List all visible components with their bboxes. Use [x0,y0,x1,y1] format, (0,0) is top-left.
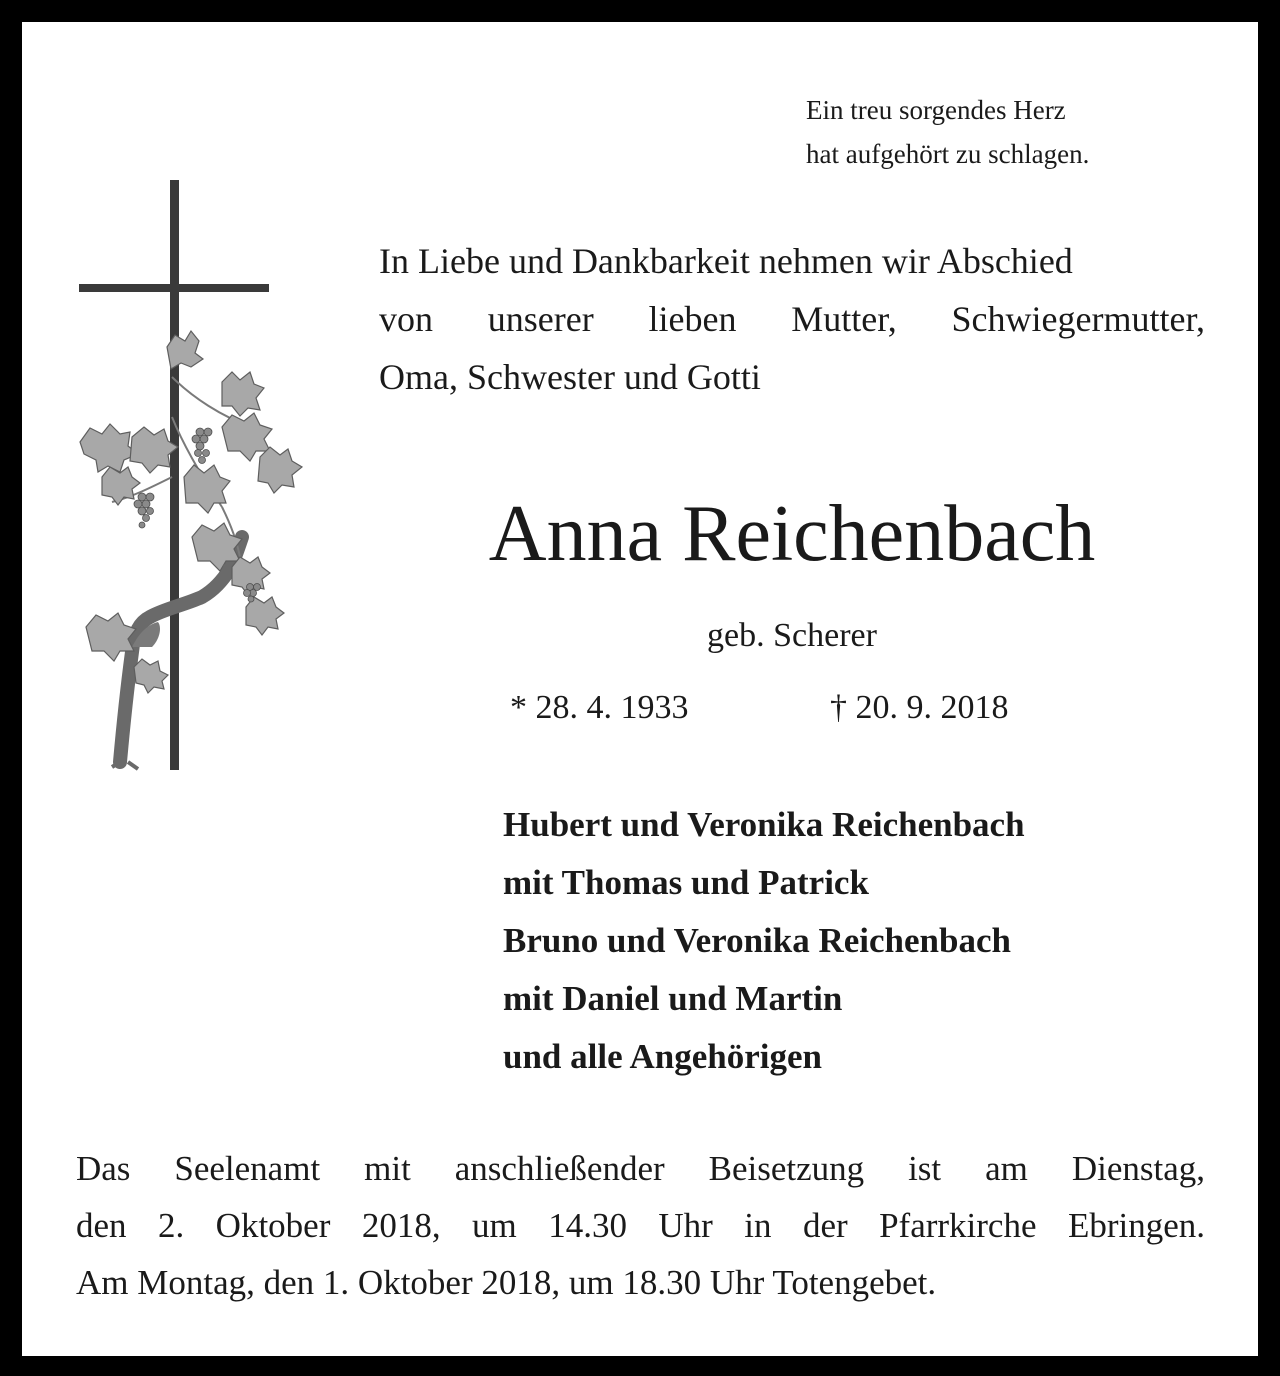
death-date: † 20. 9. 2018 [830,689,1009,726]
mourners-list [503,796,1025,1086]
mourner-line: Bruno und Veronika Reichenbach [503,921,1011,960]
service-line: den 2. Oktober 2018, um 14.30 Uhr in der Pfarrkirche Ebringen. [76,1206,1205,1245]
maiden-name: geb. Scherer [707,617,877,654]
obituary-notice [22,22,1258,1356]
service-line: Am Montag, den 1. Oktober 2018, um 18.30 Uhr Totengebet. [76,1263,937,1302]
service-info [76,1140,1205,1311]
cross-with-grapevine-icon [72,177,312,777]
deceased-name: Anna Reichenbach [488,490,1096,578]
mourner-line: Hubert und Veronika Reichenbach [503,805,1025,844]
intro-line: Oma, Schwester und Gotti [379,357,761,397]
mourner-line: und alle Angehörigen [503,1037,822,1076]
grapevine-icon [80,331,302,769]
service-line: Das Seelenamt mit anschließender Beisetzung ist am Dienstag, [76,1149,1205,1188]
mourner-line: mit Daniel und Martin [503,979,843,1018]
intro-line: von unserer lieben Mutter, Schwiegermutter, [379,299,1205,339]
birth-date: * 28. 4. 1933 [510,689,689,726]
intro-text [379,232,1205,406]
intro-line: In Liebe und Dankbarkeit nehmen wir Abschied [379,241,1073,281]
mourner-line: mit Thomas und Patrick [503,863,869,902]
motto [806,88,1089,176]
motto-line: hat aufgehört zu schlagen. [806,139,1090,169]
motto-line: Ein treu sorgendes Herz [806,95,1066,125]
